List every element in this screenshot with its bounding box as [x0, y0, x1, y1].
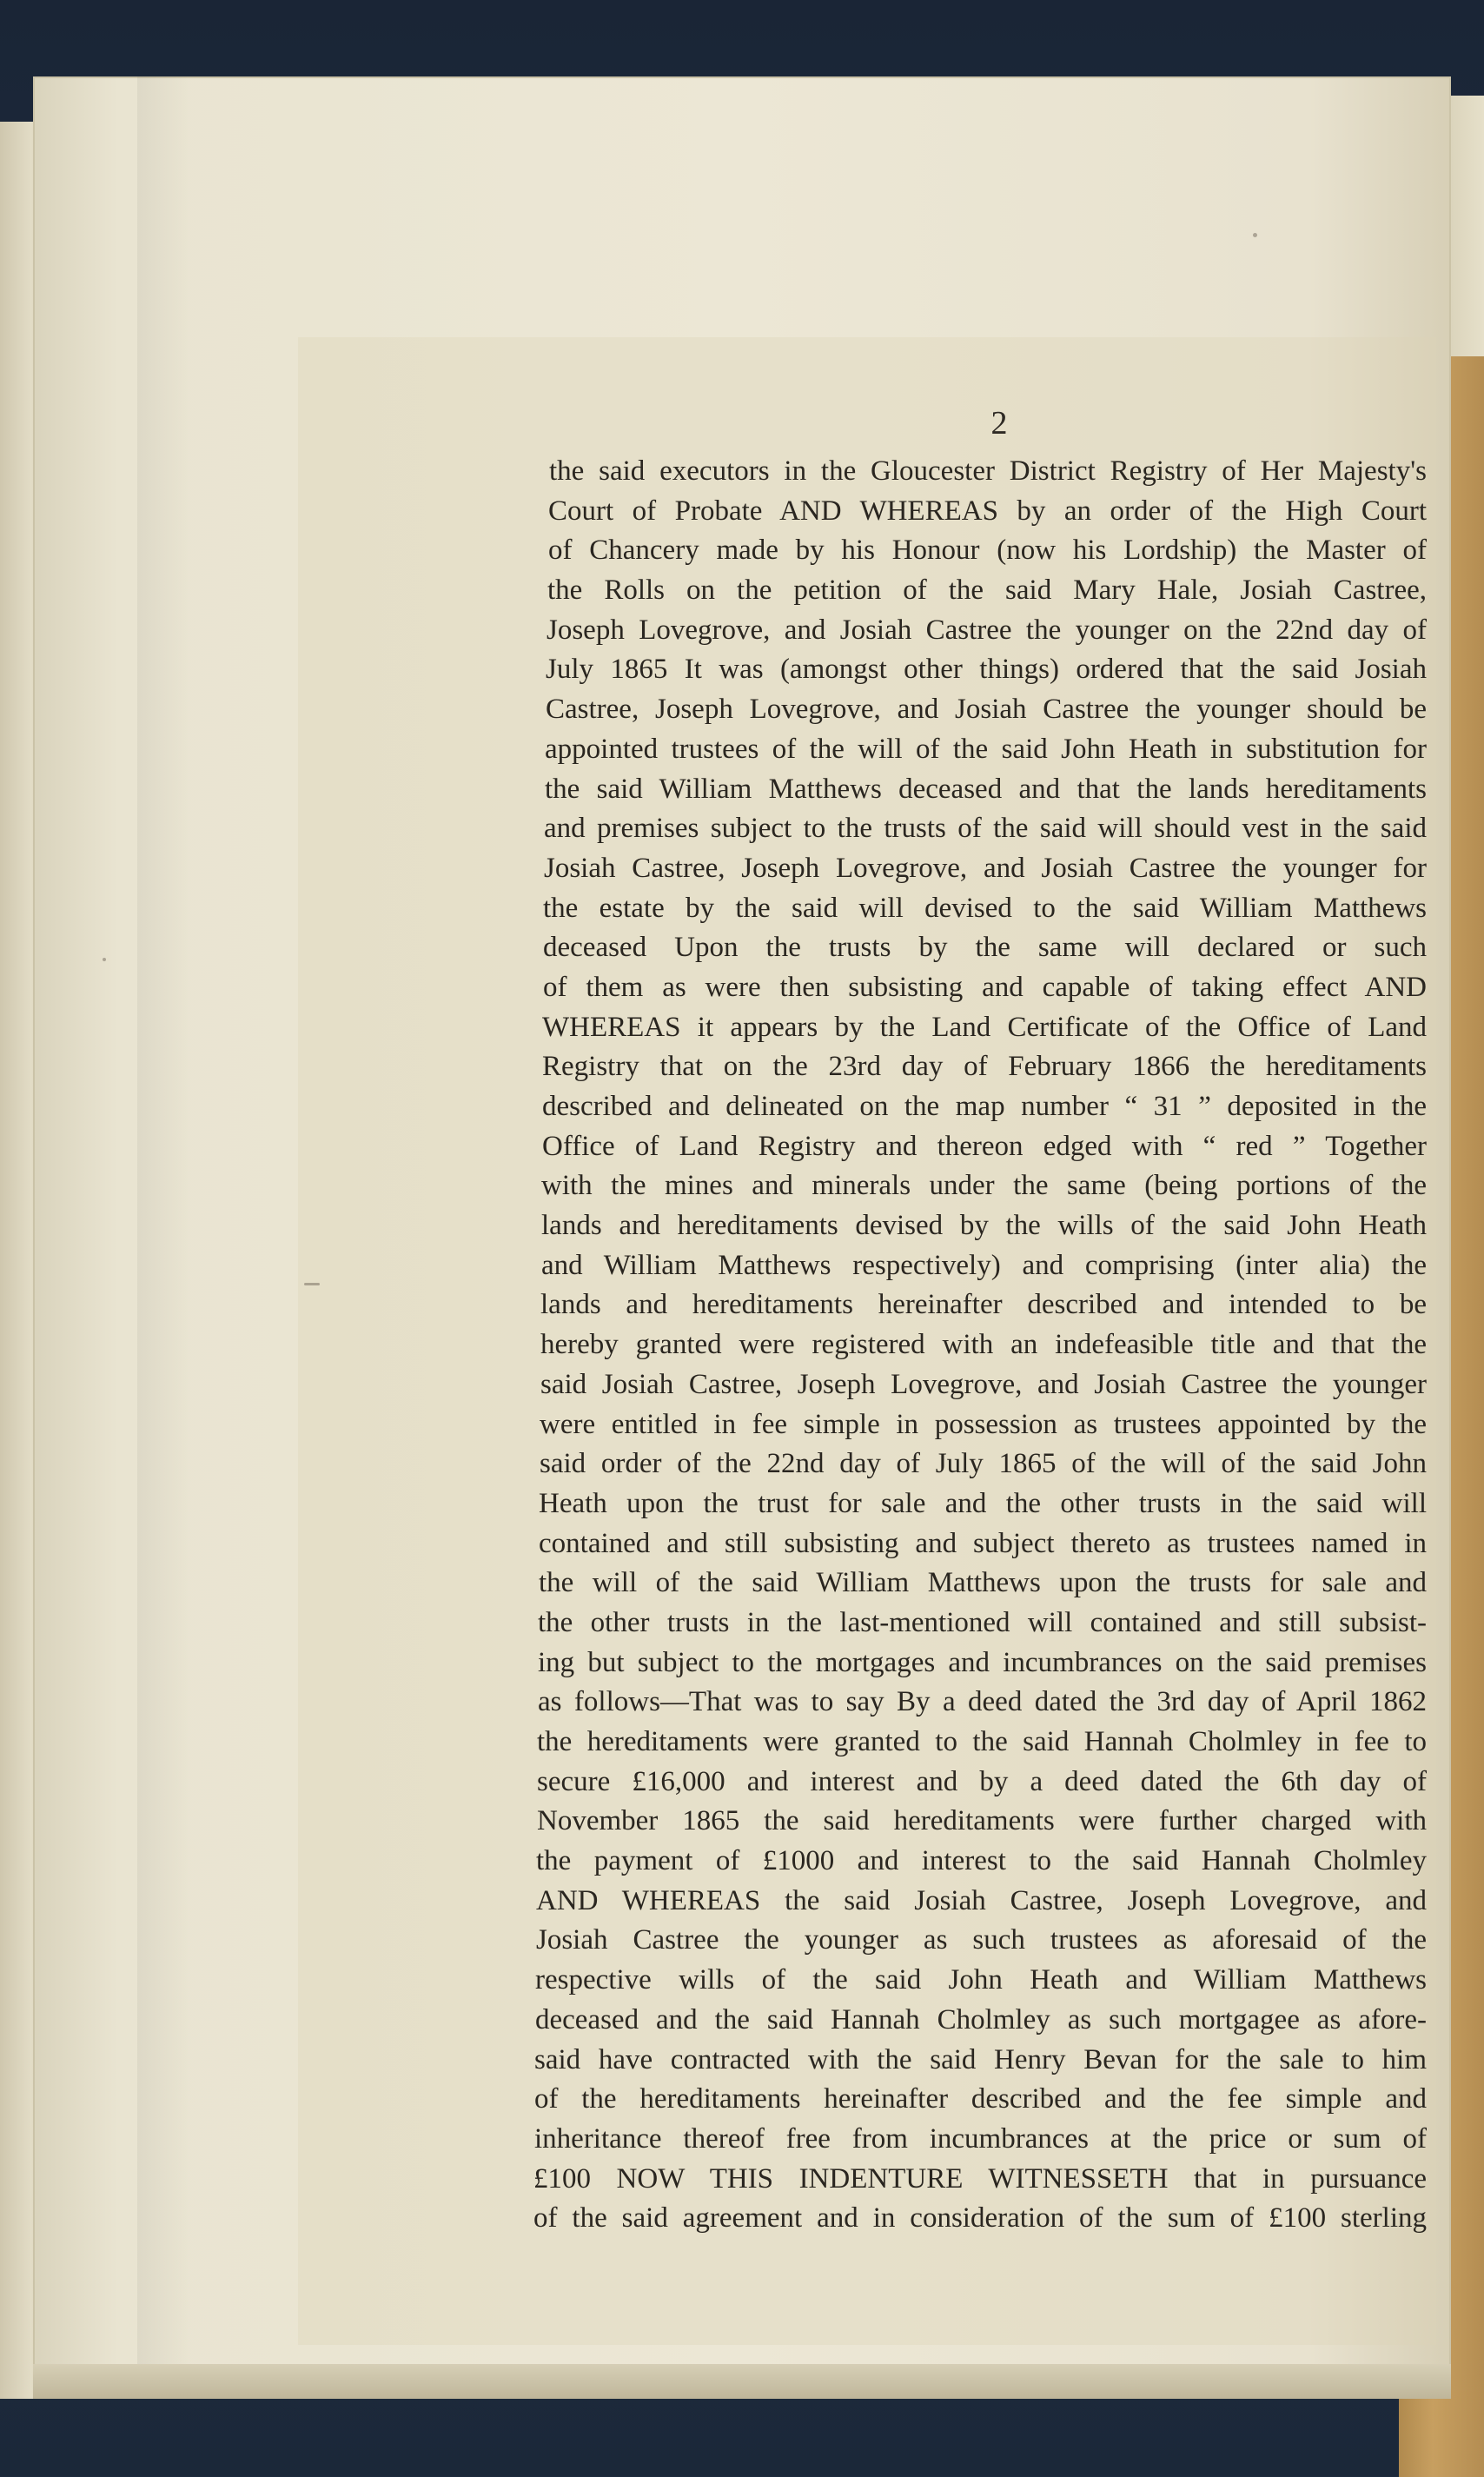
text-line: and premises subject to the trusts of the said will should vest in the said	[544, 813, 1427, 845]
text-line: as follows—That was to say By a deed dated the 3rd day of April 1862	[538, 1686, 1427, 1718]
paper-speck	[103, 958, 106, 961]
text-line: of the said agreement and in consideration of the sum of £100 sterling	[533, 2202, 1427, 2235]
text-line: ing but subject to the mortgages and incumbrances on the said premises	[538, 1646, 1427, 1678]
text-line: deceased and the said Hannah Cholmley as such mortgagee as afore-	[535, 2003, 1427, 2035]
text-line: with the mines and minerals under the same (being portions of the	[541, 1170, 1427, 1202]
text-line: said order of the 22nd day of July 1865 of the will of the said John	[540, 1448, 1427, 1480]
text-line: the said executors in the Gloucester District Registry of Her Majesty's	[549, 455, 1427, 487]
text-line: were entitled in fee simple in possession as trustees appointed by the	[540, 1408, 1427, 1440]
text-line: Registry that on the 23rd day of February 1866 the hereditaments	[542, 1051, 1427, 1083]
text-line: the hereditaments were granted to the said Hannah Cholmley in fee to	[537, 1726, 1427, 1757]
text-line: described and delineated on the map number “ 31 ” deposited in the	[542, 1091, 1427, 1122]
text-line: the will of the said William Matthews upon the trusts for sale and	[539, 1567, 1427, 1599]
text-line: WHEREAS it appears by the Land Certificate of the Office of Land	[542, 1011, 1427, 1043]
text-line: Office of Land Registry and thereon edged with “ red ” Together	[542, 1130, 1427, 1162]
text-line: AND WHEREAS the said Josiah Castree, Joseph Lovegrove, and	[536, 1884, 1427, 1916]
text-line: of them as were then subsisting and capable of taking effect AND	[543, 971, 1427, 1003]
text-line: the estate by the said will devised to the said William Matthews	[543, 892, 1427, 924]
text-line: the said William Matthews deceased and that the lands hereditaments	[545, 773, 1427, 805]
text-line: Castree, Joseph Lovegrove, and Josiah Castree the younger should be	[546, 694, 1427, 726]
text-line: November 1865 the said hereditaments were further charged with	[537, 1805, 1427, 1837]
text-line: July 1865 It was (amongst other things) ordered that the said Josiah	[546, 654, 1427, 686]
text-line: lands and hereditaments hereinafter described and intended to be	[540, 1289, 1427, 1321]
text-line: deceased Upon the trusts by the same will declared or such	[543, 932, 1427, 964]
paper-speck	[304, 1283, 320, 1285]
text-line: and William Matthews respectively) and comprising (inter alia) the	[541, 1249, 1427, 1281]
text-line: Heath upon the trust for sale and the other trusts in the said will	[539, 1487, 1427, 1519]
text-line: the Rolls on the petition of the said Mary Hale, Josiah Castree,	[547, 574, 1427, 607]
text-line: £100 NOW THIS INDENTURE WITNESSETH that in pursuance	[533, 2162, 1427, 2195]
document-body-text	[533, 452, 1427, 2239]
page-bottom-edge	[33, 2364, 1451, 2399]
text-line: contained and still subsisting and subject thereto as trustees named in	[539, 1527, 1427, 1559]
text-line: Joseph Lovegrove, and Josiah Castree the younger on the 22nd day of	[547, 614, 1427, 646]
text-line: hereby granted were registered with an indefeasible title and that the	[540, 1329, 1427, 1361]
page-number: 2	[990, 405, 1008, 442]
text-line: respective wills of the said John Heath and William Matthews	[535, 1964, 1427, 1996]
text-line: the other trusts in the last-mentioned will contained and still subsist-	[538, 1606, 1427, 1638]
text-line: the payment of £1000 and interest to the said Hannah Cholmley	[536, 1845, 1427, 1877]
text-line: secure £16,000 and interest and by a deed dated the 6th day of	[537, 1765, 1427, 1797]
page-fold-shadow	[137, 76, 189, 2399]
text-line: appointed trustees of the will of the said John Heath in substitution for	[545, 733, 1427, 765]
text-line: of the hereditaments hereinafter described and the fee simple and	[534, 2083, 1427, 2115]
text-line: said have contracted with the said Henry Bevan for the sale to him	[534, 2043, 1427, 2075]
text-line: Court of Probate AND WHEREAS by an order of the High Court	[548, 495, 1427, 527]
text-line: Josiah Castree, Joseph Lovegrove, and Josiah Castree the younger for	[544, 852, 1427, 884]
text-line: of Chancery made by his Honour (now his Lordship) the Master of	[548, 535, 1427, 567]
text-line: said Josiah Castree, Joseph Lovegrove, and Josiah Castree the younger	[540, 1368, 1427, 1400]
text-line: lands and hereditaments devised by the wills of the said John Heath	[541, 1210, 1427, 1242]
paper-speck	[1253, 233, 1257, 237]
text-line: Josiah Castree the younger as such trustees as aforesaid of the	[536, 1924, 1427, 1956]
text-line: inheritance thereof free from incumbrances at the price or sum of	[534, 2122, 1427, 2155]
